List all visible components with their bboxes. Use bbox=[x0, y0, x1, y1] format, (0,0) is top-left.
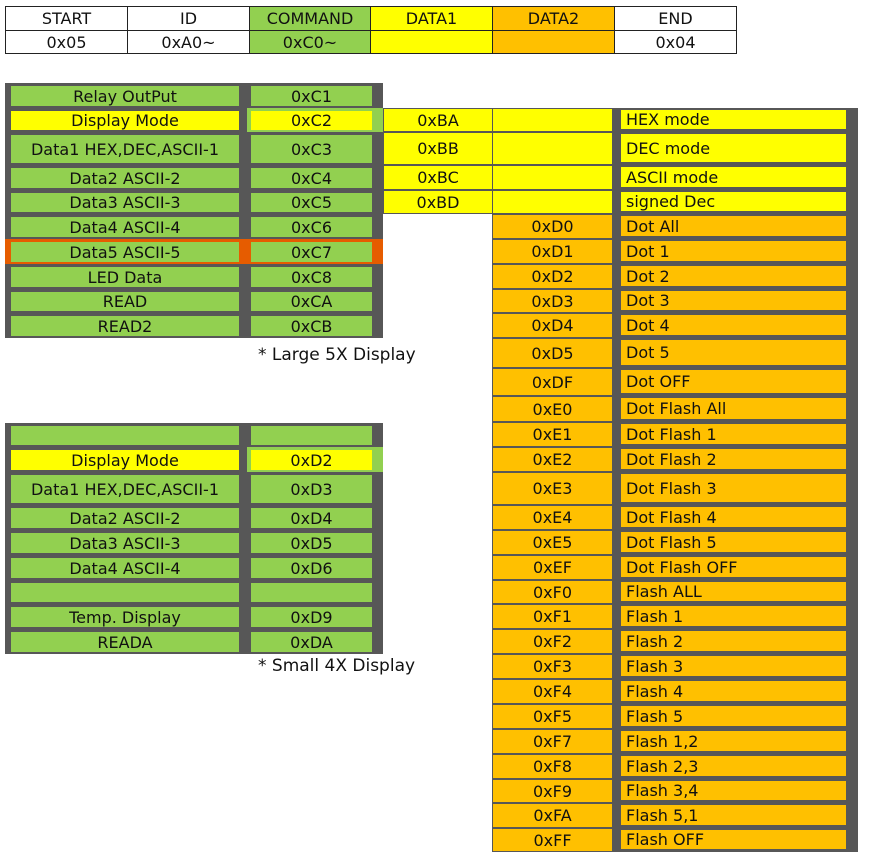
dot-code: 0xF4 bbox=[493, 680, 612, 703]
small_table-command-code: 0xD5 bbox=[251, 533, 372, 553]
dot-label: Flash 5 bbox=[621, 706, 846, 726]
large_table-command-code: 0xCB bbox=[251, 316, 372, 336]
dot-code: 0xE3 bbox=[493, 473, 612, 504]
small_table-command-code bbox=[251, 583, 372, 602]
header-value-data2 bbox=[492, 30, 615, 54]
large_table-command-code: 0xC3 bbox=[251, 135, 372, 163]
dot-code: 0xD5 bbox=[493, 339, 612, 367]
dot-label: Dot Flash 1 bbox=[621, 424, 846, 444]
small_table-command-code bbox=[251, 426, 372, 445]
dot-code: 0xF5 bbox=[493, 705, 612, 728]
small_table-command-name: Data2 ASCII-2 bbox=[11, 508, 239, 528]
large_table-command-name: Relay OutPut bbox=[11, 86, 239, 106]
header-col-command: COMMAND bbox=[249, 6, 371, 31]
small_table-command-name: Data3 ASCII-3 bbox=[11, 533, 239, 553]
header-col-data2: DATA2 bbox=[492, 6, 615, 31]
large_table-command-name: Data5 ASCII-5 bbox=[11, 242, 239, 262]
header-col-data1: DATA1 bbox=[370, 6, 493, 31]
small_table-command-code: 0xDA bbox=[251, 632, 372, 652]
dot-label: Dot Flash OFF bbox=[621, 557, 846, 577]
dot-code: 0xE0 bbox=[493, 397, 612, 421]
dot-code: 0xF1 bbox=[493, 605, 612, 628]
small_table-command-name bbox=[11, 583, 239, 602]
dot-label: Dot OFF bbox=[621, 370, 846, 393]
dot-code: 0xD4 bbox=[493, 314, 612, 337]
small_table-command-name: Display Mode bbox=[11, 450, 239, 470]
dot-label: Dot 1 bbox=[621, 241, 846, 261]
dot-code: 0xFF bbox=[493, 829, 612, 851]
dot-label: Flash 1,2 bbox=[621, 731, 846, 751]
small-display-caption: * Small 4X Display bbox=[258, 656, 416, 676]
dot-code: 0xD0 bbox=[493, 215, 612, 238]
dot-label: Flash 3,4 bbox=[621, 781, 846, 800]
large_table-command-name: LED Data bbox=[11, 267, 239, 287]
mode-code: 0xBD bbox=[384, 191, 492, 213]
dot-code: 0xF0 bbox=[493, 581, 612, 603]
dot-label: Flash 4 bbox=[621, 681, 846, 701]
dot-code: 0xD3 bbox=[493, 290, 612, 312]
small_table-command-code: 0xD4 bbox=[251, 508, 372, 528]
dot-code: 0xE5 bbox=[493, 531, 612, 554]
dot-label: Dot Flash All bbox=[621, 398, 846, 419]
dot-code: 0xE4 bbox=[493, 506, 612, 529]
dot-label: Dot All bbox=[621, 216, 846, 236]
dot-label: Flash 1 bbox=[621, 606, 846, 626]
header-value-end: 0x04 bbox=[614, 30, 737, 54]
large_table-command-code: 0xC7 bbox=[251, 242, 372, 262]
large-display-caption: * Large 5X Display bbox=[258, 345, 416, 365]
dot-code: 0xF2 bbox=[493, 630, 612, 653]
dot-code: 0xDF bbox=[493, 369, 612, 395]
header-col-end: END bbox=[614, 6, 737, 31]
dot-label: Dot Flash 3 bbox=[621, 474, 846, 502]
large_table-command-name: Data2 ASCII-2 bbox=[11, 168, 239, 188]
mode-label: ASCII mode bbox=[621, 167, 846, 187]
mode-code: 0xBC bbox=[384, 166, 492, 189]
header-value-id: 0xA0~ bbox=[127, 30, 250, 54]
small_table-command-name: Temp. Display bbox=[11, 607, 239, 627]
large_table-command-code: 0xC4 bbox=[251, 168, 372, 188]
large_table-command-code: 0xC1 bbox=[251, 86, 372, 106]
dot-label: Dot Flash 4 bbox=[621, 507, 846, 527]
large_table-command-name: READ bbox=[11, 292, 239, 311]
mode-label: HEX mode bbox=[621, 110, 846, 129]
small_table-command-code: 0xD6 bbox=[251, 558, 372, 578]
large_table-command-name: Data3 ASCII-3 bbox=[11, 193, 239, 212]
dot-code: 0xF7 bbox=[493, 730, 612, 753]
dot-code: 0xFA bbox=[493, 804, 612, 827]
dot-code: 0xD2 bbox=[493, 265, 612, 288]
small_table-command-name: READA bbox=[11, 632, 239, 652]
mode-code: 0xBB bbox=[384, 133, 492, 164]
mode-data2-empty bbox=[493, 166, 612, 189]
large_table-command-name: Data4 ASCII-4 bbox=[11, 217, 239, 237]
header-value-command: 0xC0~ bbox=[249, 30, 371, 54]
small_table-command-name bbox=[11, 426, 239, 445]
dot-label: Flash 2,3 bbox=[621, 756, 846, 776]
mode-code: 0xBA bbox=[384, 109, 492, 131]
small_table-command-code: 0xD2 bbox=[251, 450, 372, 470]
dot-code: 0xF9 bbox=[493, 780, 612, 802]
dot-label: Dot Flash 2 bbox=[621, 449, 846, 469]
dot-label: Dot 3 bbox=[621, 291, 846, 310]
dot-code: 0xF8 bbox=[493, 755, 612, 778]
dot-label: Flash ALL bbox=[621, 582, 846, 601]
large_table-command-name: Data1 HEX,DEC,ASCII-1 bbox=[11, 135, 239, 163]
small_table-command-name: Data1 HEX,DEC,ASCII-1 bbox=[11, 475, 239, 503]
small_table-command-name: Data4 ASCII-4 bbox=[11, 558, 239, 578]
large_table-command-name: Display Mode bbox=[11, 111, 239, 130]
mode-label: DEC mode bbox=[621, 134, 846, 162]
large_table-command-code: 0xC8 bbox=[251, 267, 372, 287]
small_table-command-code: 0xD9 bbox=[251, 607, 372, 627]
dot-label: Flash 3 bbox=[621, 656, 846, 676]
dot-label: Dot 2 bbox=[621, 266, 846, 286]
dot-label: Dot 4 bbox=[621, 315, 846, 335]
dot-code: 0xD1 bbox=[493, 240, 612, 263]
large_table-command-name: READ2 bbox=[11, 316, 239, 336]
dot-code: 0xE2 bbox=[493, 448, 612, 471]
large_table-command-code: 0xC6 bbox=[251, 217, 372, 237]
dot-label: Dot Flash 5 bbox=[621, 532, 846, 552]
dot-code: 0xEF bbox=[493, 556, 612, 579]
small_table-command-code: 0xD3 bbox=[251, 475, 372, 503]
dot-label: Dot 5 bbox=[621, 340, 846, 365]
dot-label: Flash 2 bbox=[621, 631, 846, 651]
large_table-command-code: 0xCA bbox=[251, 292, 372, 311]
header-col-id: ID bbox=[127, 6, 250, 31]
header-value-data1 bbox=[370, 30, 493, 54]
dot-label: Flash OFF bbox=[621, 830, 846, 849]
dot-label: Flash 5,1 bbox=[621, 805, 846, 825]
dot-code: 0xE1 bbox=[493, 423, 612, 446]
large_table-command-code: 0xC2 bbox=[251, 111, 372, 130]
header-value-start: 0x05 bbox=[5, 30, 128, 54]
large_table-command-code: 0xC5 bbox=[251, 193, 372, 212]
mode-data2-empty bbox=[493, 191, 612, 213]
header-col-start: START bbox=[5, 6, 128, 31]
mode-data2-empty bbox=[493, 133, 612, 164]
mode-label: signed Dec bbox=[621, 192, 846, 211]
dot-code: 0xF3 bbox=[493, 655, 612, 678]
mode-data2-empty bbox=[493, 109, 612, 131]
